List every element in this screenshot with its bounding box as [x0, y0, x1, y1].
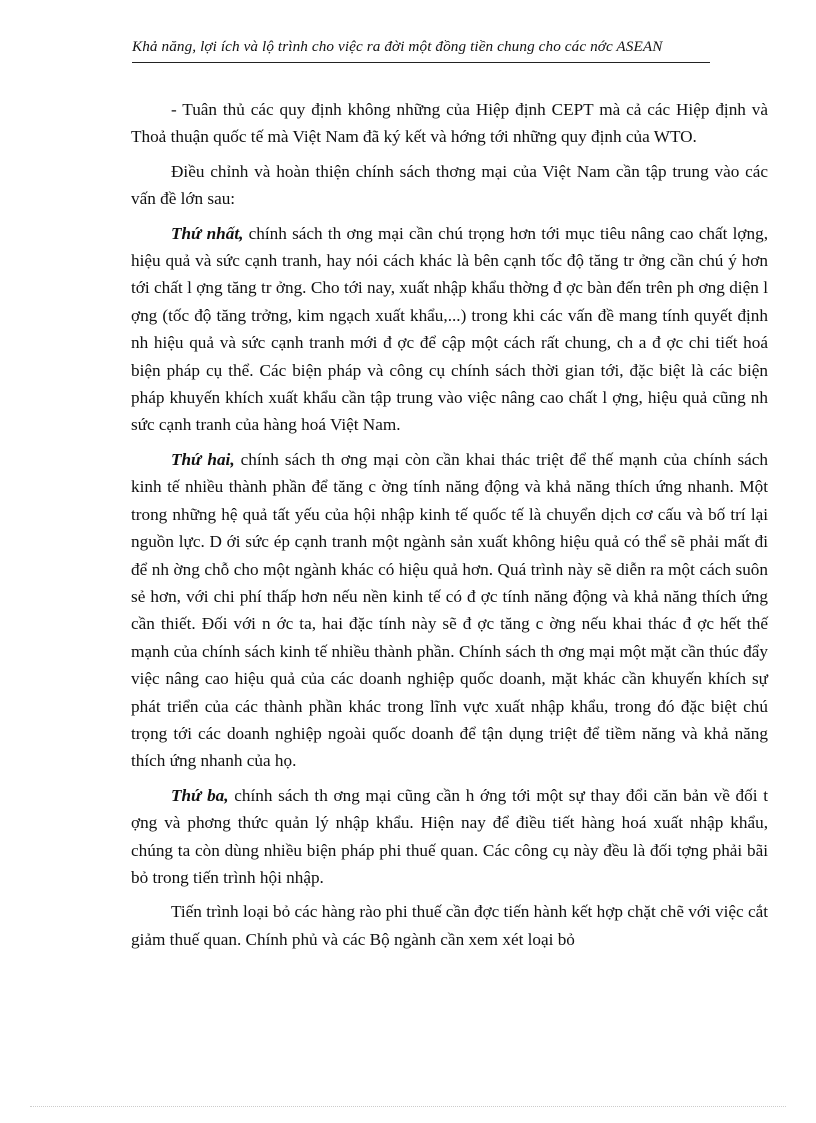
paragraph-text: Điều chỉnh và hoàn thiện chính sách thơng mại của Việt Nam cần tập trung vào các vấn đề lớn sau: [131, 161, 768, 209]
paragraph-text: Tiến trình loại bỏ các hàng rào phi thuế cần đợc tiến hành kết hợp chặt chẽ với việc cắt giảm thuế quan. Chính phủ và các Bộ ngành cần xem xét loại bỏ [131, 902, 768, 949]
paragraph-lead: Thứ ba, [171, 785, 229, 805]
paragraph-second-point [131, 446, 768, 775]
paragraph-lead: Thứ hai, [171, 449, 235, 469]
paragraph-cept-compliance [131, 96, 768, 151]
paragraph-lead: Thứ nhất, [171, 223, 244, 243]
paragraph-third-point [131, 782, 768, 892]
paragraph-nontariff-removal [131, 898, 768, 953]
paragraph-text: chính sách th ơng mại cần chú trọng hơn tới mục tiêu nâng cao chất lợng, hiệu quả và sức cạnh tranh, hay nói cách khác là bên cạnh tốc độ tăng tr ởng cần chú ý hơn tới chất l ợng tăng tr ởng. Cho tới nay, xuất nhập khẩu thờng đ ợc bàn đến trên ph ơng diện l ợng (tốc độ tăng trởng, kim ngạch xuất khẩu,...) trong khi các vấn đề mang tính quyết định nh hiệu quả và sức cạnh tranh mới đ ợc để cập một cách rất chung, ch a đ ợc chi tiết hoá biện pháp cụ thể. Các biện pháp và công cụ chính sách thời gian tới, đặc biệt là các biện pháp khuyến khích xuất khẩu cần tập trung vào việc nâng cao chất l ợng, hiệu quả cũng nh sức cạnh tranh của hàng hoá Việt Nam. [131, 223, 768, 435]
page-bottom-divider [30, 1106, 786, 1107]
paragraph-text: chính sách th ơng mại cũng cần h ớng tới một sự thay đổi căn bản về đối t ợng và phơng thức quản lý nhập khẩu. Hiện nay để điều tiết hàng hoá xuất nhập khẩu, chúng ta còn dùng nhiều biện pháp phi thuế quan. Các công cụ này đều là đối tợng phải bãi bỏ trong tiến trình hội nhập. [131, 785, 768, 887]
page-header [132, 38, 710, 63]
header-title: Khả năng, lợi ích và lộ trình cho việc ra đời một đồng tiền chung cho các nớc ASEAN [132, 38, 663, 55]
document-body [131, 96, 768, 960]
paragraph-text: - Tuân thủ các quy định không những của Hiệp định CEPT mà cả các Hiệp định và Thoả thuận quốc tế mà Việt Nam đã ký kết và hớng tới những quy định của WTO. [131, 100, 768, 147]
paragraph-policy-adjustment [131, 158, 768, 213]
paragraph-first-point [131, 220, 768, 439]
paragraph-text: chính sách th ơng mại còn cần khai thác triệt để thế mạnh của chính sách kinh tế nhiều thành phần để tăng c ờng tính năng động và khả năng thích ứng nhanh. Một trong những hệ quả tất yếu của hội nhập kinh tế quốc tế là chuyển dịch cơ cấu và bố trí lại nguồn lực. D ới sức ép cạnh tranh một ngành sản xuất không hiệu quả có thể sẽ phải mất đi để nh ờng chỗ cho một ngành khác có hiệu quả hơn. Quá trình này sẽ diễn ra một cách suôn sẻ hơn, với chi phí thấp hơn nếu nền kinh tế có đ ợc tính năng động và khả năng thích ứng cần thiết. Đối với n ớc ta, hai đặc tính này sẽ đ ợc tăng c ờng nếu khai thác đ ợc hết thế mạnh của chính sách kinh tế nhiều thành phần. Chính sách th ơng mại một mặt cần thúc đẩy việc nâng cao hiệu quả của các doanh nghiệp quốc doanh, mặt khác cần khuyến khích sự phát triển của các thành phần khác trong lĩnh vực xuất nhập khẩu, trong đó đặc biệt chú trọng tới các doanh nghiệp ngoài quốc doanh để tận dụng triệt để tiềm năng và khả năng thích ứng nhanh của họ. [131, 449, 768, 771]
